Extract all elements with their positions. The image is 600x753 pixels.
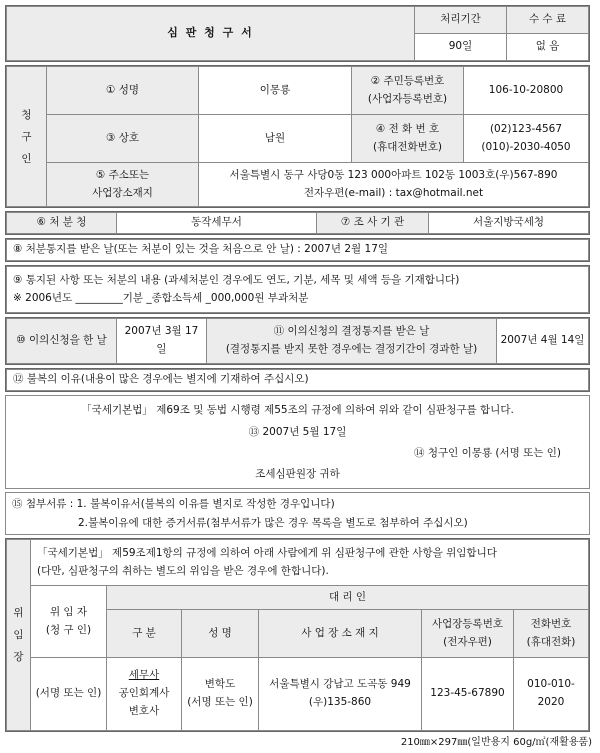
paper-spec-footer: 210㎜×297㎜(일반용지 60g/㎡(재활용품) [400,737,592,748]
col-address: 사 업 장 소 재 지 [259,610,422,658]
applicant-section-label: 청 구 인 [7,67,47,207]
disposition-office-label: ⑥ 처 분 청 [7,213,117,234]
agent-label: 대 리 인 [107,586,589,610]
header-block [5,5,590,62]
name-value: 이몽룡 [199,67,352,115]
declaration-block [5,395,590,489]
attachment-line-1: ⑮ 첨부서류 : 1. 불복이유서(불복의 이유를 별지로 작성한 경우입니다) [12,498,335,510]
address-value: 서울특별시 동구 사당0동 123 000아파트 102동 1003호(우)567-890 전자우편(e-mail) : tax@hotmail.net [199,163,589,207]
delegation-block [5,538,590,732]
col-phone: 전화번호 (휴대전화) [514,610,589,658]
phone-label: ④ 전 화 번 호 (휴대전화번호) [352,115,464,163]
trade-name-label: ③ 상호 [47,115,199,163]
email-value: 전자우편(e-mail) : tax@hotmail.net [303,186,484,199]
reason-text: ⑫ 불복의 이유(내용이 많은 경우에는 별지에 기재하여 주십시오) [7,370,589,391]
attachments-block [5,492,590,535]
investigating-agency-value: 서울지방국세청 [429,213,589,234]
address-label: ⑤ 주소또는 사업장소재지 [47,163,199,207]
processing-period-label: 처리기간 [415,7,507,34]
investigating-agency-label: ⑦ 조 사 기 관 [317,213,429,234]
trade-name-value: 남원 [199,115,352,163]
delegator-signature: (서명 또는 인) [31,658,107,731]
processing-period-value: 90일 [415,34,507,61]
fee-value: 없 음 [507,34,589,61]
objection-result-date: 2007년 4월 14일 [497,319,589,364]
declaration-date: ⑬ 2007년 5월 17일 [248,426,347,438]
agent-registration: 123-45-67890 [422,658,514,731]
agent-type: 세무사 공인회계사 변호사 [107,658,182,731]
objection-result-label: ⑪ 이의신청의 결정통지를 받은 날 (결정통지를 받지 못한 경우에는 결정기간이 경과한 날) [207,319,497,364]
notice-date-text: ⑧ 처분통지를 받은 날(또는 처분이 있는 것을 처음으로 안 날) : 2007년 2월 17일 [7,240,589,261]
resident-number-value: 106-10-20800 [464,67,589,115]
name-label: ① 성명 [47,67,199,115]
declaration-signer: ⑭ 청구인 이몽룡 (서명 또는 인) [414,447,561,459]
reason-block [5,368,590,392]
agent-phone: 010-010-2020 [514,658,589,731]
content-block [5,265,590,314]
col-type: 구 분 [107,610,182,658]
delegation-statement: 「국세기본법」 제59조제1항의 규정에 의하여 아래 사람에게 위 심판청구에 관한 사항을 위임합니다 (다만, 심판청구의 취하는 별도의 위임을 받은 경우에 한합니다). [31,540,589,586]
disposition-block [5,211,590,235]
attachment-line-2: 2.불복이유에 대한 증거서류(첨부서류가 많은 경우 목록을 별도로 첨부하여 주십시오) [78,517,468,529]
agent-address: 서울특별시 강남고 도곡동 949 (우)135-860 [259,658,422,731]
agent-name: 변학도 (서명 또는 인) [182,658,259,731]
fee-label: 수 수 료 [507,7,589,34]
form-title: 심 판 청 구 서 [7,7,415,61]
disposition-office-value: 동작세무서 [117,213,317,234]
declaration-text: 「국세기본법」 제69조 및 동법 시행령 제55조의 규정에 의하여 위와 같이 심판청구를 합니다. [81,404,514,416]
resident-number-label: ② 주민등록번호 (사업자등록번호) [352,67,464,115]
phone-value: (02)123-4567 (010)-2030-4050 [464,115,589,163]
delegator-label: 위 임 자 (청 구 인) [31,586,107,658]
objection-date-value: 2007년 3월 17일 [117,319,207,364]
notice-block [5,238,590,262]
delegation-section-label: 위 임 장 [7,540,31,731]
objection-block [5,317,590,365]
col-name: 성 명 [182,610,259,658]
objection-date-label: ⑩ 이의신청을 한 날 [7,319,117,364]
col-registration: 사업장등록번호 (전자우편) [422,610,514,658]
disposition-content: ⑨ 통지된 사항 또는 처분의 내용 (과세처분인 경우에도 연도, 기분, 세목 및 세액 등을 기재합니다) ※ 2006년도 _________기분 _종합소득세 _000,000원 부과처분 [7,267,589,313]
applicant-block [5,65,590,208]
declaration-addressee: 조세심판원장 귀하 [255,468,340,480]
